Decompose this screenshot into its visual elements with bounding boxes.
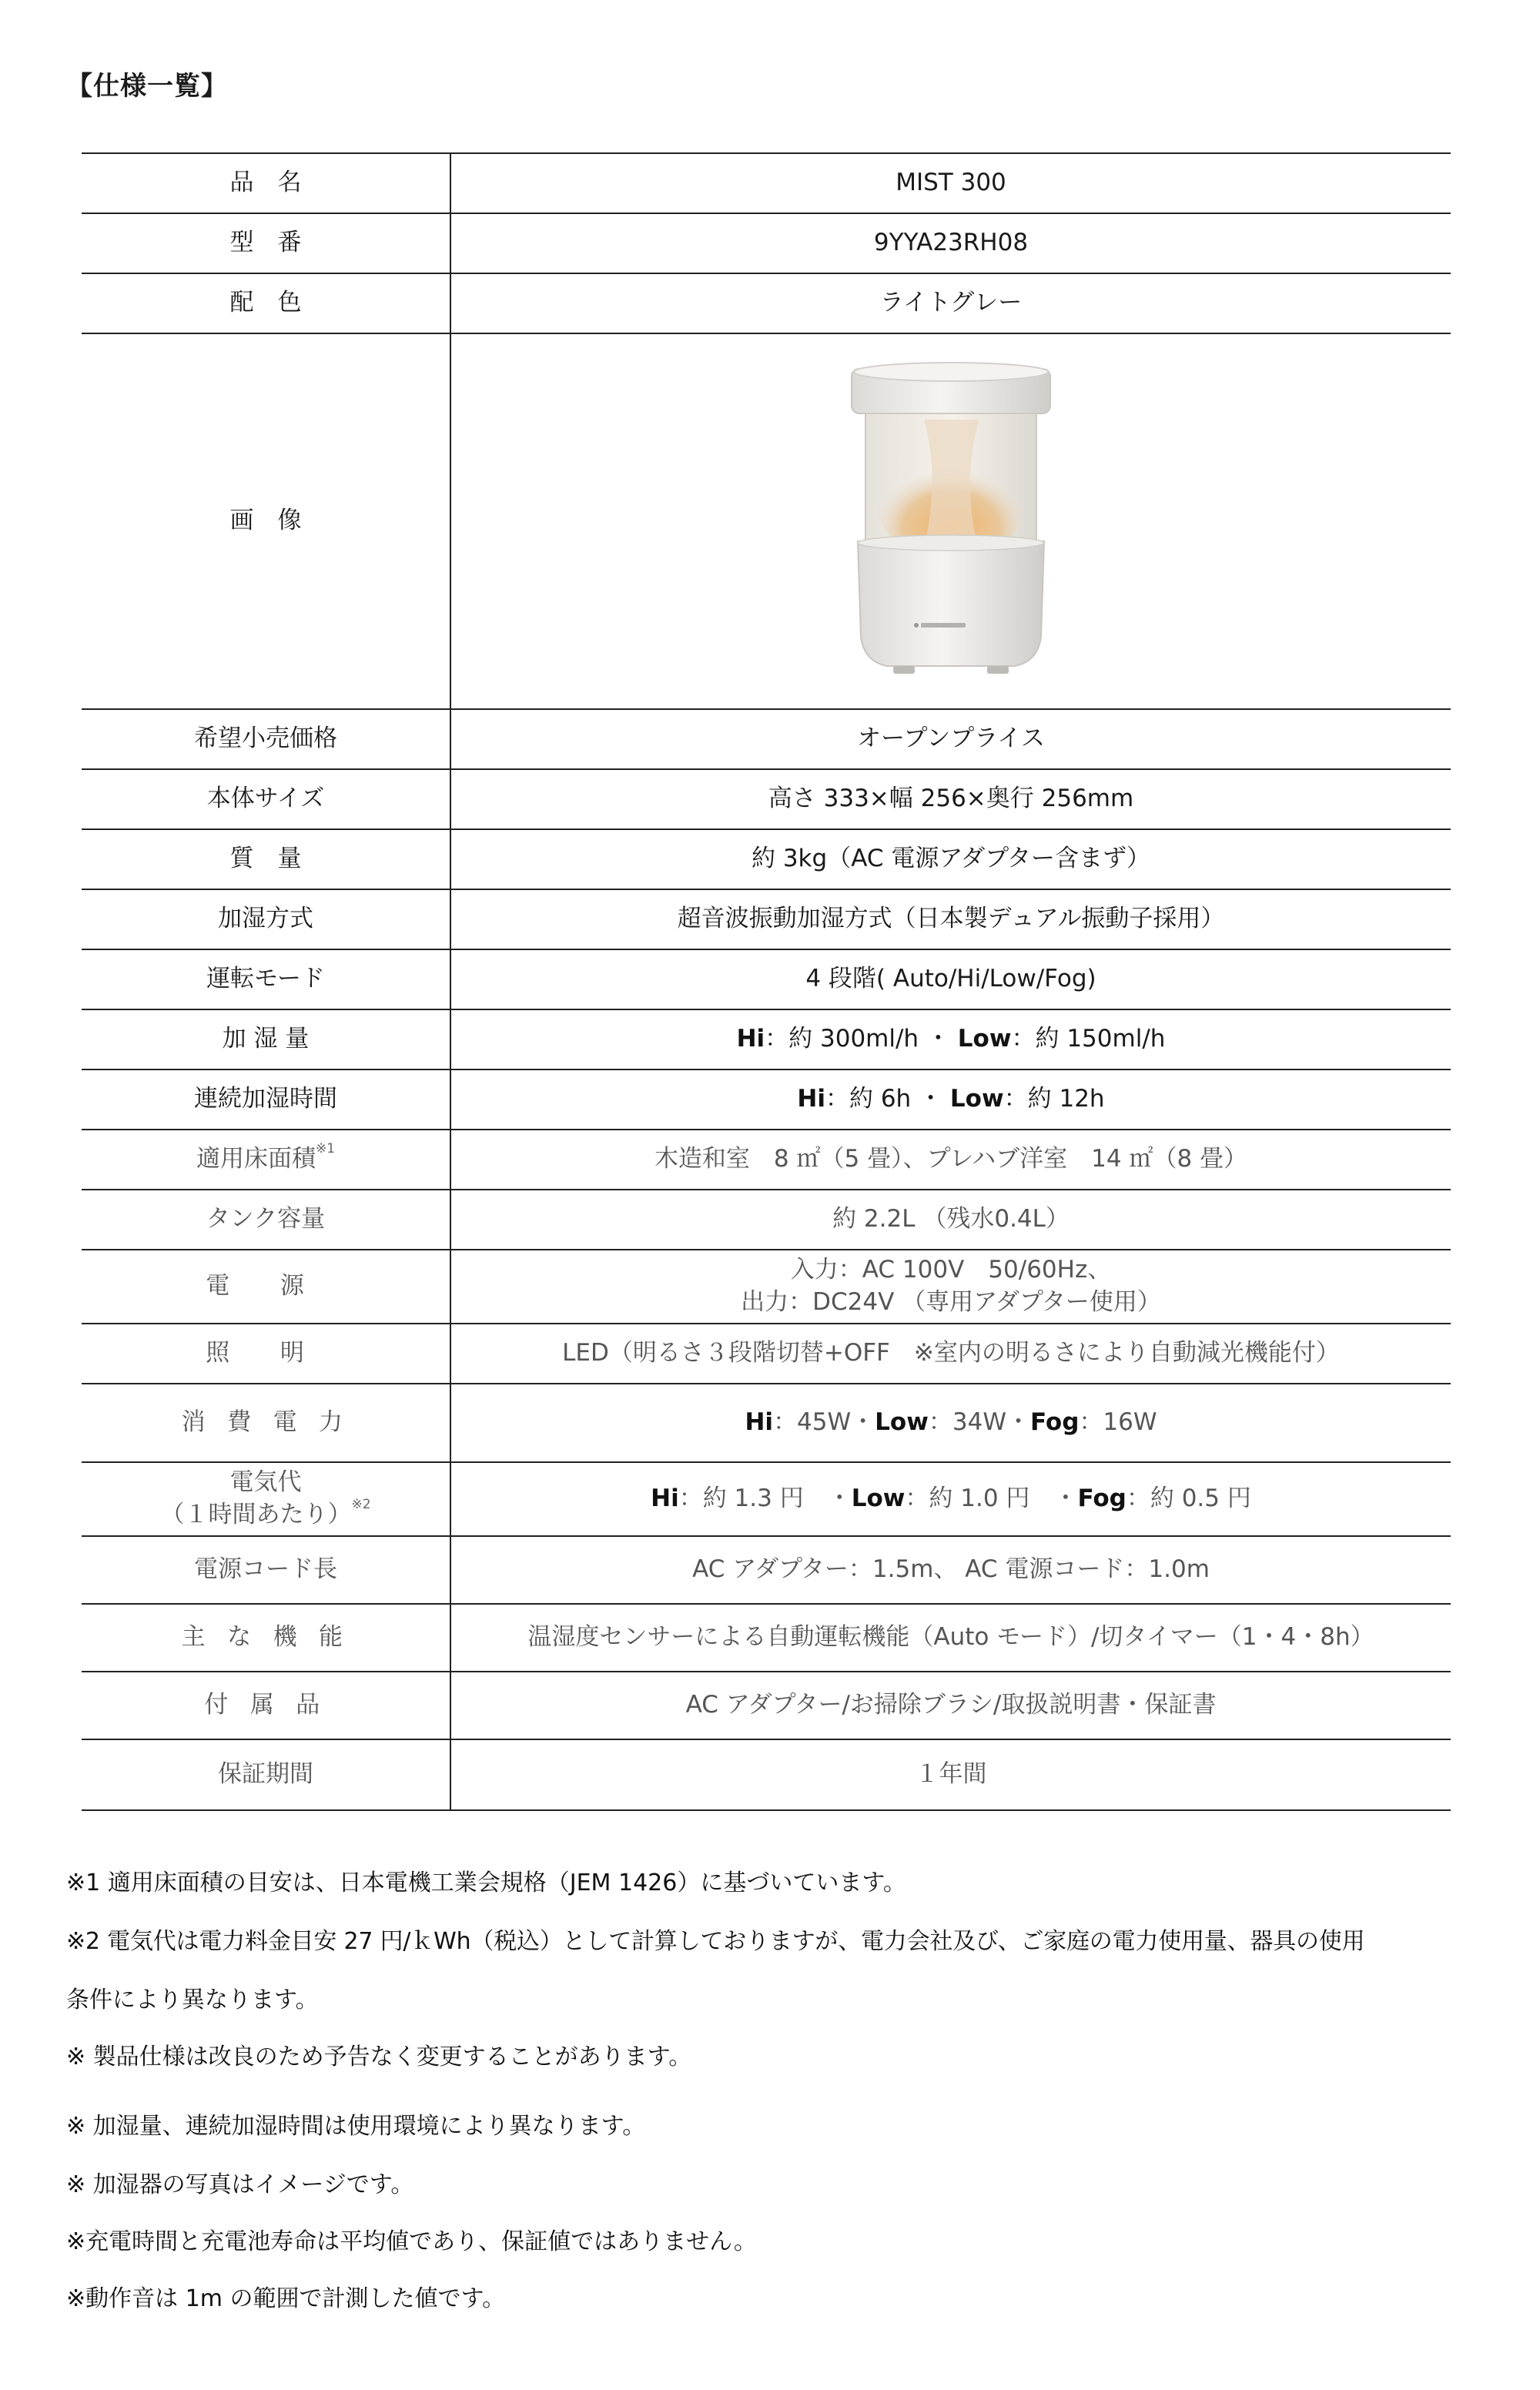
row-image <box>82 333 1451 709</box>
label-weight: 質 量 <box>82 829 450 889</box>
value-method: 超音波振動加湿方式（日本製デュアル振動子採用） <box>677 905 1225 933</box>
note-5: ※ 加湿器の写真はイメージです。 <box>66 2171 414 2198</box>
note-2: ※2 電気代は電力料金目安 27 円/ｋWh（税込）として計算しておりますが、電力会社及び、ご家庭の電力使用量、器具の使用 <box>66 1928 1365 1955</box>
amount-low-value: ：約 150ml/h <box>1011 1025 1166 1053</box>
continuous-low-value: ：約 12h <box>1003 1085 1105 1113</box>
row-power <box>82 1250 1451 1324</box>
note-3: ※ 製品仕様は改良のため予告なく変更することがあります。 <box>66 2044 692 2070</box>
value-product-name: MIST 300 <box>896 169 1006 197</box>
note-1: ※1 適用床面積の目安は、日本電機工業会規格（JEM 1426）に基づいています。 <box>66 1869 906 1896</box>
label-tank: タンク容量 <box>82 1190 450 1250</box>
label-mode: 運転モード <box>82 949 450 1009</box>
label-continuous: 連続加湿時間 <box>82 1069 450 1130</box>
label-area <box>82 1130 450 1190</box>
value-warranty: １年間 <box>915 1760 987 1789</box>
spec-table <box>82 152 1451 1811</box>
row-product-name <box>82 153 1451 213</box>
row-cost <box>82 1462 1451 1536</box>
value-light: LED（明るさ３段階切替+OFF ※室内の明るさにより自動減光機能付） <box>562 1339 1340 1367</box>
row-price <box>82 709 1451 769</box>
consumption-low-value: ：34W・ <box>928 1408 1030 1437</box>
label-cost <box>82 1462 450 1536</box>
power-output: 出力：DC24V （専用アダプター使用） <box>741 1288 1161 1316</box>
row-model <box>82 213 1451 273</box>
label-method: 加湿方式 <box>82 889 450 949</box>
label-features: 主 な 機 能 <box>82 1604 450 1672</box>
cost-low: Low <box>851 1485 906 1513</box>
value-price: オープンプライス <box>857 725 1045 753</box>
label-size: 本体サイズ <box>82 769 450 829</box>
label-cost-line2: （１時間あたり） <box>160 1501 352 1528</box>
value-tank: 約 2.2L （残水0.4L） <box>832 1205 1070 1233</box>
label-product-name: 品 名 <box>82 153 450 213</box>
value-area: 木造和室 8 ㎡（5 畳）、プレハブ洋室 14 ㎡（8 畳） <box>654 1145 1248 1173</box>
cost-fog-value: ：約 0.5 円 <box>1126 1485 1251 1513</box>
row-color <box>82 273 1451 333</box>
value-accessories: AC アダプター/お掃除ブラシ/取扱説明書・保証書 <box>685 1691 1217 1719</box>
row-features <box>82 1604 1451 1672</box>
label-area-text: 適用床面積 <box>196 1145 316 1173</box>
value-amount <box>450 1009 1451 1069</box>
row-consumption <box>82 1384 1451 1462</box>
cost-hi-value: ：約 1.3 円 ・ <box>678 1485 852 1513</box>
label-light: 照 明 <box>82 1324 450 1384</box>
footnote-ref-1: ※1 <box>315 1141 336 1157</box>
humidifier-image <box>839 360 1063 683</box>
value-mode: 4 段階( Auto/Hi/Low/Fog) <box>805 965 1096 993</box>
amount-low: Low <box>957 1025 1012 1053</box>
row-amount <box>82 1009 1451 1069</box>
label-accessories: 付 属 品 <box>82 1672 450 1739</box>
cost-hi: Hi <box>651 1485 679 1513</box>
row-continuous <box>82 1069 1451 1130</box>
continuous-hi: Hi <box>797 1085 825 1113</box>
row-area <box>82 1130 1451 1190</box>
continuous-hi-value: ：約 6h ・ <box>825 1085 950 1113</box>
consumption-hi: Hi <box>745 1408 774 1437</box>
value-consumption <box>450 1384 1451 1462</box>
value-color: ライトグレー <box>879 289 1023 317</box>
label-price: 希望小売価格 <box>82 709 450 769</box>
label-model: 型 番 <box>82 213 450 273</box>
cost-fog: Fog <box>1077 1485 1127 1513</box>
note-4: ※ 加湿量、連続加湿時間は使用環境により異なります。 <box>66 2113 646 2140</box>
footnote-ref-2: ※2 <box>351 1497 371 1512</box>
value-model: 9YYA23RH08 <box>873 229 1029 257</box>
row-tank <box>82 1190 1451 1250</box>
label-power: 電 源 <box>82 1250 450 1324</box>
note-7: ※動作音は 1m の範囲で計測した値です。 <box>66 2285 506 2312</box>
row-mode <box>82 949 1451 1009</box>
label-cord: 電源コード長 <box>82 1536 450 1604</box>
page-title: 【仕様一覧】 <box>66 71 228 102</box>
amount-hi: Hi <box>736 1025 765 1053</box>
continuous-low: Low <box>949 1085 1004 1113</box>
row-warranty <box>82 1739 1451 1810</box>
cost-low-value: ：約 1.0 円 ・ <box>905 1485 1078 1513</box>
label-image: 画 像 <box>82 333 450 709</box>
row-light <box>82 1324 1451 1384</box>
row-size <box>82 769 1451 829</box>
label-amount: 加 湿 量 <box>82 1009 450 1069</box>
value-weight: 約 3kg（AC 電源アダプター含まず） <box>751 845 1151 873</box>
row-cord <box>82 1536 1451 1604</box>
note-2-continued: 条件により異なります。 <box>66 1987 319 2013</box>
consumption-low: Low <box>875 1408 929 1437</box>
value-cost <box>450 1462 1451 1536</box>
value-continuous <box>450 1069 1451 1130</box>
row-method <box>82 889 1451 949</box>
label-color: 配 色 <box>82 273 450 333</box>
label-warranty: 保証期間 <box>82 1739 450 1810</box>
consumption-fog-value: ：16W <box>1079 1408 1157 1437</box>
value-cord: AC アダプター：1.5m、 AC 電源コード：1.0m <box>692 1555 1210 1584</box>
label-cost-line1: 電気代 <box>229 1468 302 1497</box>
power-input: 入力：AC 100V 50/60Hz、 <box>790 1256 1112 1284</box>
consumption-hi-value: ：45W・ <box>773 1408 875 1437</box>
row-accessories <box>82 1672 1451 1739</box>
label-consumption: 消 費 電 力 <box>82 1384 450 1462</box>
value-power <box>450 1250 1451 1324</box>
consumption-fog: Fog <box>1029 1408 1080 1437</box>
value-size: 高さ 333×幅 256×奥行 256mm <box>768 785 1134 813</box>
value-features: 温湿度センサーによる自動運転機能（Auto モード）/切タイマー（1・4・8h） <box>527 1623 1374 1652</box>
row-weight <box>82 829 1451 889</box>
amount-hi-value: ：約 300ml/h ・ <box>765 1025 958 1053</box>
product-image-cell <box>450 333 1451 709</box>
note-6: ※充電時間と充電池寿命は平均値であり、保証値ではありません。 <box>66 2228 757 2255</box>
